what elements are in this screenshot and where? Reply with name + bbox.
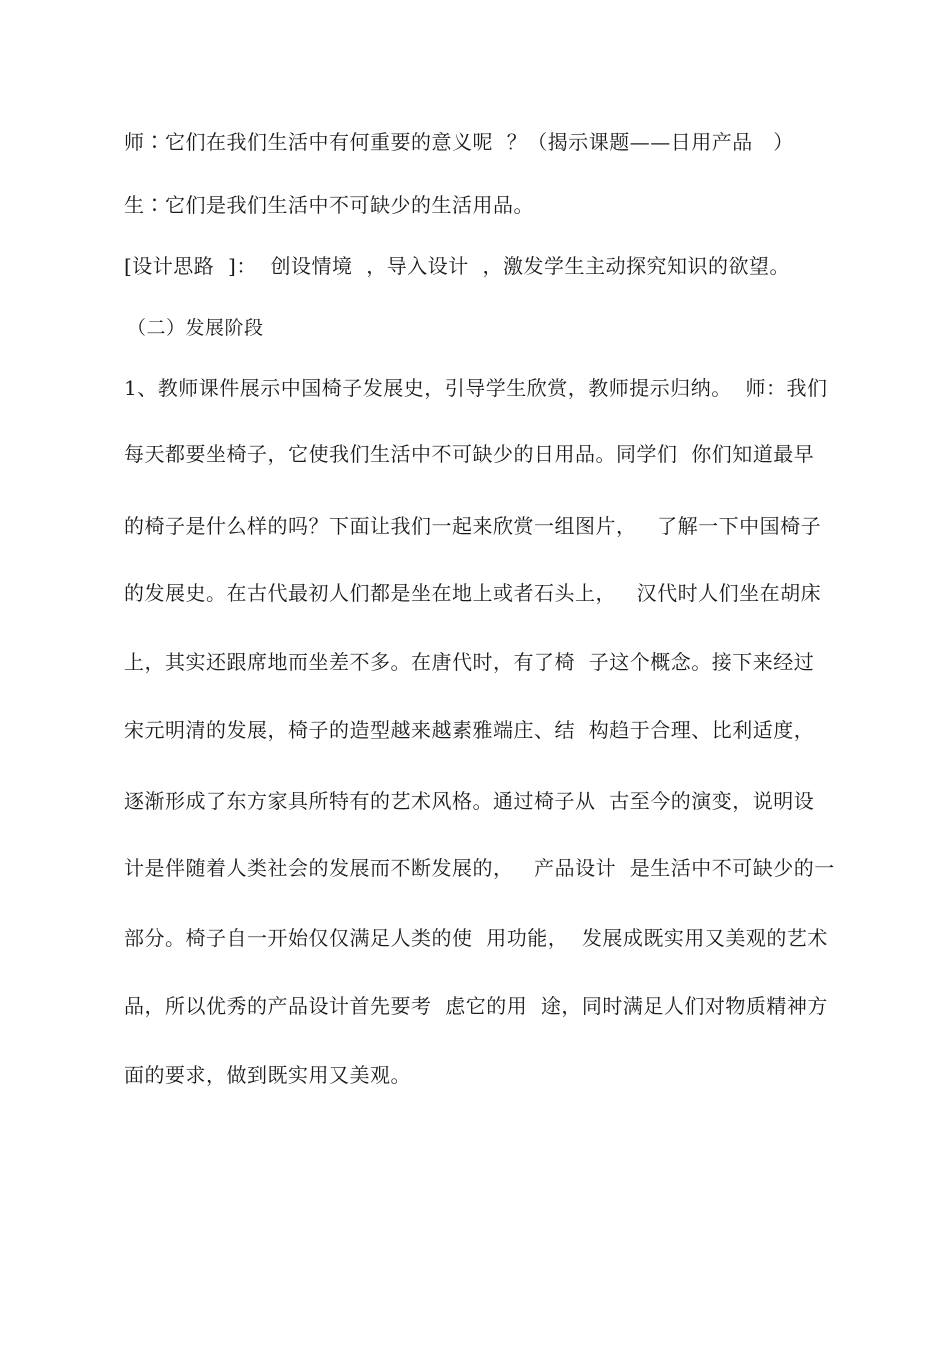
body-line: 的发展史。在古代最初人们都是坐在地上或者石头上， 汉代时人们坐在胡床: [124, 581, 822, 605]
body-line: 的椅子是什么样的吗？下面让我们一起来欣赏一组图片， 了解一下中国椅子: [124, 514, 822, 538]
body-line: 上，其实还跟席地而坐差不多。在唐代时，有了椅 子这个概念。接下来经过: [124, 650, 815, 674]
body-line: 部分。椅子自一开始仅仅满足人类的使 用功能， 发展成既实用又美观的艺术: [124, 926, 828, 950]
body-line: 面的要求，做到既实用又美观。: [124, 1063, 411, 1087]
body-line: 逐渐形成了东方家具所特有的艺术风格。通过椅子从 古至今的演变，说明设: [124, 789, 815, 813]
teacher-question-line: 师∶它们在我们生活中有何重要的意义呢 ？（揭示课题——日用产品 ）: [124, 130, 794, 154]
design-idea-line: [设计思路 ]： 创设情境 ，导入设计 ，激发学生主动探究知识的欲望。: [124, 254, 790, 278]
body-line: 每天都要坐椅子，它使我们生活中不可缺少的日用品。同学们 你们知道最早: [124, 442, 815, 466]
body-line: 1、教师课件展示中国椅子发展史，引导学生欣赏，教师提示归纳。 师：我们: [124, 376, 828, 400]
body-line: 计是伴随着人类社会的发展而不断发展的， 产品设计 是生活中不可缺少的一: [124, 856, 835, 880]
body-line: 品，所以优秀的产品设计首先要考 虑它的用 途，同时满足人们对物质精神方: [124, 994, 828, 1018]
body-line: 宋元明清的发展，椅子的造型越来越素雅端庄、结 构趋于合理、比利适度，: [124, 718, 815, 742]
section-heading: （二）发展阶段: [127, 317, 264, 339]
student-answer-line: 生∶它们是我们生活中不可缺少的生活用品。: [124, 193, 534, 217]
